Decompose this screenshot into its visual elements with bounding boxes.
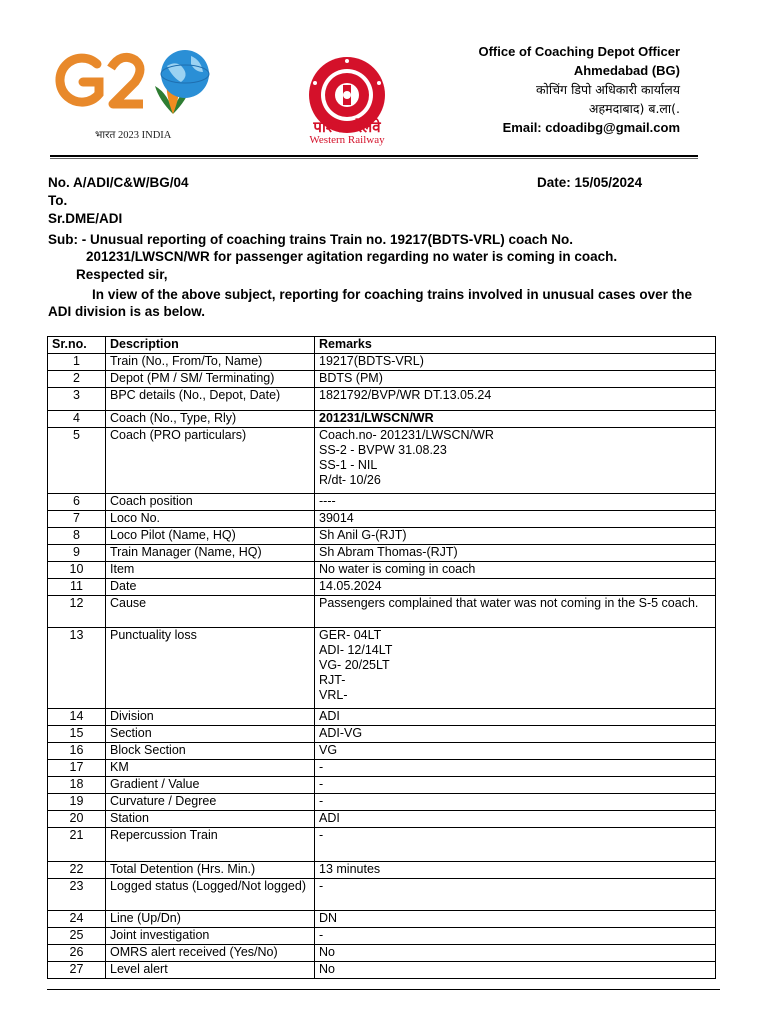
table-row: [48, 862, 716, 879]
row-remarks: VG: [315, 743, 716, 760]
table-row: [48, 511, 716, 528]
row-description: Line (Up/Dn): [106, 911, 315, 928]
row-description: BPC details (No., Depot, Date): [106, 388, 315, 411]
table-row: [48, 411, 716, 428]
row-srno: 2: [48, 371, 106, 388]
office-email: Email: cdoadibg@gmail.com: [502, 120, 680, 135]
row-remarks: -: [315, 794, 716, 811]
table-row: [48, 828, 716, 862]
row-srno: 21: [48, 828, 106, 862]
g20-logo: [55, 42, 215, 150]
table-row: [48, 579, 716, 596]
row-srno: 5: [48, 428, 106, 494]
row-srno: 12: [48, 596, 106, 628]
row-remarks: ADI: [315, 811, 716, 828]
row-remarks: Coach.no- 201231/LWSCN/WR SS-2 - BVPW 31.08.23 SS-1 - NIL R/dt- 10/26: [315, 428, 716, 494]
row-remarks: ----: [315, 494, 716, 511]
row-description: Station: [106, 811, 315, 828]
row-srno: 23: [48, 879, 106, 911]
row-description: Coach (PRO particulars): [106, 428, 315, 494]
header-divider: [50, 155, 698, 157]
row-remarks: -: [315, 828, 716, 862]
row-remarks: GER- 04LT ADI- 12/14LT VG- 20/25LT RJT- VRL-: [315, 628, 716, 709]
table-row: [48, 794, 716, 811]
row-remarks: 14.05.2024: [315, 579, 716, 596]
office-address-block: [478, 42, 680, 137]
railway-logo-hindi: पश्चिम रेलवे: [313, 118, 381, 136]
row-srno: 3: [48, 388, 106, 411]
row-remarks: -: [315, 777, 716, 794]
table-row: [48, 879, 716, 911]
railway-logo-english: Western Railway: [309, 134, 385, 146]
table-row: [48, 428, 716, 494]
row-description: Punctuality loss: [106, 628, 315, 709]
table-row: [48, 354, 716, 371]
row-description: Repercussion Train: [106, 828, 315, 862]
report-table: [47, 336, 716, 979]
office-location: Ahmedabad (BG): [573, 63, 680, 78]
row-remarks: 1821792/BVP/WR DT.13.05.24: [315, 388, 716, 411]
table-row: [48, 628, 716, 709]
table-row: [48, 811, 716, 828]
office-location-hindi: अहमदाबाद) ब.ला(.: [588, 101, 680, 116]
table-row: [48, 743, 716, 760]
row-description: Item: [106, 562, 315, 579]
row-srno: 26: [48, 945, 106, 962]
addressee: Sr.DME/ADI: [48, 211, 123, 226]
row-srno: 16: [48, 743, 106, 760]
table-row: [48, 928, 716, 945]
row-description: Loco Pilot (Name, HQ): [106, 528, 315, 545]
subject-line-2: 201231/LWSCN/WR for passenger agitation regarding no water is coming in coach.: [86, 249, 618, 264]
row-remarks: DN: [315, 911, 716, 928]
reference-number: No. A/ADI/C&W/BG/04: [48, 175, 189, 190]
table-row: [48, 494, 716, 511]
row-description: Depot (PM / SM/ Terminating): [106, 371, 315, 388]
row-srno: 27: [48, 962, 106, 979]
table-row: [48, 562, 716, 579]
header-description: Description: [106, 337, 315, 354]
row-srno: 9: [48, 545, 106, 562]
row-description: Division: [106, 709, 315, 726]
table-row: [48, 528, 716, 545]
row-remarks: Sh Abram Thomas-(RJT): [315, 545, 716, 562]
row-srno: 4: [48, 411, 106, 428]
g20-caption: भारत 2023 INDIA: [95, 130, 172, 141]
row-description: Section: [106, 726, 315, 743]
row-description: Logged status (Logged/Not logged): [106, 879, 315, 911]
row-remarks: -: [315, 760, 716, 777]
letter-date: Date: 15/05/2024: [537, 175, 643, 190]
table-row: [48, 962, 716, 979]
row-description: Date: [106, 579, 315, 596]
row-description: Loco No.: [106, 511, 315, 528]
row-remarks: 39014: [315, 511, 716, 528]
row-description: KM: [106, 760, 315, 777]
row-description: Curvature / Degree: [106, 794, 315, 811]
row-remarks: Sh Anil G-(RJT): [315, 528, 716, 545]
row-srno: 24: [48, 911, 106, 928]
table-row: [48, 709, 716, 726]
office-name-hindi: कोचिंग डिपो अधिकारी कार्यालय: [536, 82, 680, 97]
row-description: Joint investigation: [106, 928, 315, 945]
table-row: [48, 545, 716, 562]
row-remarks: Passengers complained that water was not coming in the S-5 coach.: [315, 596, 716, 628]
row-remarks: ADI-VG: [315, 726, 716, 743]
row-remarks: 13 minutes: [315, 862, 716, 879]
row-srno: 20: [48, 811, 106, 828]
row-remarks: -: [315, 928, 716, 945]
row-description: Total Detention (Hrs. Min.): [106, 862, 315, 879]
table-row: [48, 777, 716, 794]
row-srno: 7: [48, 511, 106, 528]
salutation: Respected sir,: [76, 267, 168, 282]
row-description: Coach position: [106, 494, 315, 511]
table-row: [48, 371, 716, 388]
row-srno: 14: [48, 709, 106, 726]
row-srno: 17: [48, 760, 106, 777]
row-description: Cause: [106, 596, 315, 628]
row-srno: 10: [48, 562, 106, 579]
row-srno: 8: [48, 528, 106, 545]
row-srno: 1: [48, 354, 106, 371]
row-description: Train Manager (Name, HQ): [106, 545, 315, 562]
row-description: Coach (No., Type, Rly): [106, 411, 315, 428]
row-description: Level alert: [106, 962, 315, 979]
header-divider-thin: [50, 158, 698, 159]
row-remarks: -: [315, 879, 716, 911]
row-srno: 22: [48, 862, 106, 879]
subject-line-1: Sub: - Unusual reporting of coaching trains Train no. 19217(BDTS-VRL) coach No.: [48, 232, 574, 247]
row-srno: 13: [48, 628, 106, 709]
row-remarks: No water is coming in coach: [315, 562, 716, 579]
table-row: [48, 388, 716, 411]
row-srno: 18: [48, 777, 106, 794]
row-description: Gradient / Value: [106, 777, 315, 794]
table-row: [48, 596, 716, 628]
intro-paragraph: In view of the above subject, reporting for coaching trains involved in unusual cases over the ADI division is as below.: [48, 287, 692, 319]
table-row: [48, 945, 716, 962]
office-name: Office of Coaching Depot Officer: [478, 44, 680, 59]
header-remarks: Remarks: [315, 337, 716, 354]
row-srno: 25: [48, 928, 106, 945]
table-row: [48, 911, 716, 928]
row-description: Block Section: [106, 743, 315, 760]
row-remarks: 201231/LWSCN/WR: [315, 411, 716, 428]
table-header-row: [48, 337, 716, 354]
row-srno: 6: [48, 494, 106, 511]
row-remarks: BDTS (PM): [315, 371, 716, 388]
row-remarks: ADI: [315, 709, 716, 726]
table-row: [48, 760, 716, 777]
row-srno: 19: [48, 794, 106, 811]
row-remarks: 19217(BDTS-VRL): [315, 354, 716, 371]
header-srno: Sr.no.: [48, 337, 106, 354]
table-row: [48, 726, 716, 743]
page-bottom-rule: [47, 989, 720, 990]
row-description: Train (No., From/To, Name): [106, 354, 315, 371]
row-srno: 15: [48, 726, 106, 743]
row-remarks: No: [315, 945, 716, 962]
to-label: To.: [48, 193, 68, 208]
row-srno: 11: [48, 579, 106, 596]
row-description: OMRS alert received (Yes/No): [106, 945, 315, 962]
row-remarks: No: [315, 962, 716, 979]
